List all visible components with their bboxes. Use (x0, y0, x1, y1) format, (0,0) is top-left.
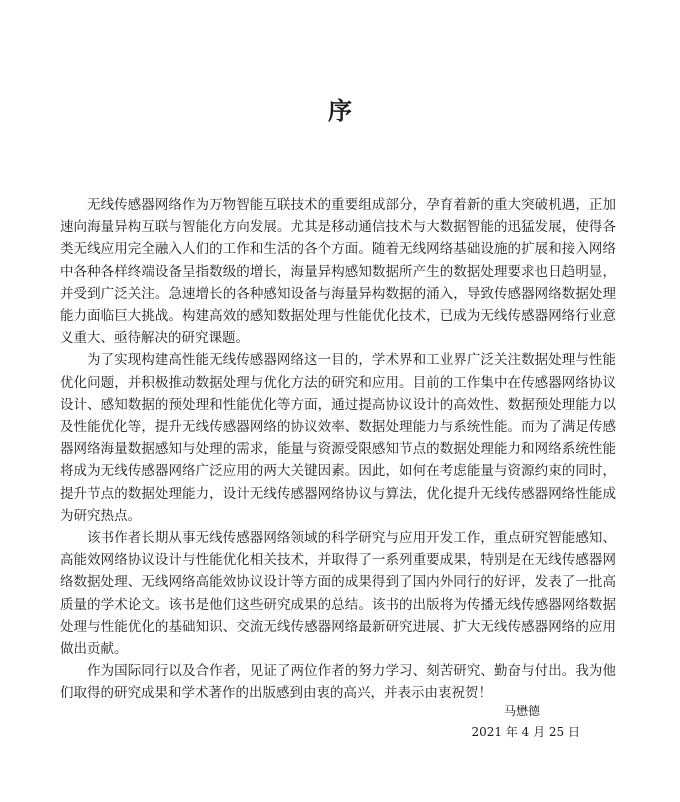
preface-body (60, 194, 616, 705)
page-title: 序 (328, 97, 352, 125)
author-signature: 马懋德 (503, 704, 540, 718)
paragraph: 为了实现构建高性能无线传感器网络这一目的，学术界和工业界广泛关注数据处理与性能优化问题，并积极推动数据处理与优化方法的研究和应用。目前的工作集中在传感器网络协议设计、感知数据的预处理和性能优化等方面，通过提高协议设计的高效性、数据预处理能力以及性能优化等，提升无线传感器网络的协议效率、数据处理能力与系统性能。而为了满足传感器网络海量数据感知与处理的需求，能量与资源受限感知节点的数据处理能力和网络系统性能将成为无线传感器网络广泛应用的两大关键因素。因此，如何在考虑能量与资源约束的同时，提升节点的数据处理能力，设计无线传感器网络协议与算法，优化提升无线传感器网络性能成为研究热点。 (60, 352, 616, 524)
paragraph: 该书作者长期从事无线传感器网络领域的科学研究与应用开发工作，重点研究智能感知、高能效网络协议设计与性能优化相关技术，并取得了一系列重要成果，特别是在无线传感器网络数据处理、无线网络高能效协议设计等方面的成果得到了国内外同行的好评，发表了一批高质量的学术论文。该书是他们这些研究成果的总结。该书的出版将为传播无线传感器网络数据处理与性能优化的基础知识、交流无线传感器网络最新研究进展、扩大无线传感器网络的应用做出贡献。 (60, 530, 616, 658)
paragraph: 作为国际同行以及合作者，见证了两位作者的努力学习、刻苦研究、勤奋与付出。我为他们取得的研究成果和学术著作的出版感到由衷的高兴，并表示由衷祝贺！ (60, 663, 616, 702)
signature-date: 2021 年 4 月 25 日 (471, 725, 580, 739)
paragraph: 无线传感器网络作为万物智能互联技术的重要组成部分，孕育着新的重大突破机遇，正加速向海量异构互联与智能化方向发展。尤其是移动通信技术与大数据智能的迅猛发展，使得各类无线应用完全融入人们的工作和生活的各个方面。随着无线网络基础设施的扩展和接入网络中各种各样终端设备呈指数级的增长，海量异构感知数据所产生的数据处理要求也日趋明显，并受到广泛关注。急速增长的各种感知设备与海量异构数据的涌入，导致传感器网络数据处理能力面临巨大挑战。构建高效的感知数据处理与性能优化技术，已成为无线传感器网络行业意义重大、亟待解决的研究课题。 (60, 197, 616, 347)
